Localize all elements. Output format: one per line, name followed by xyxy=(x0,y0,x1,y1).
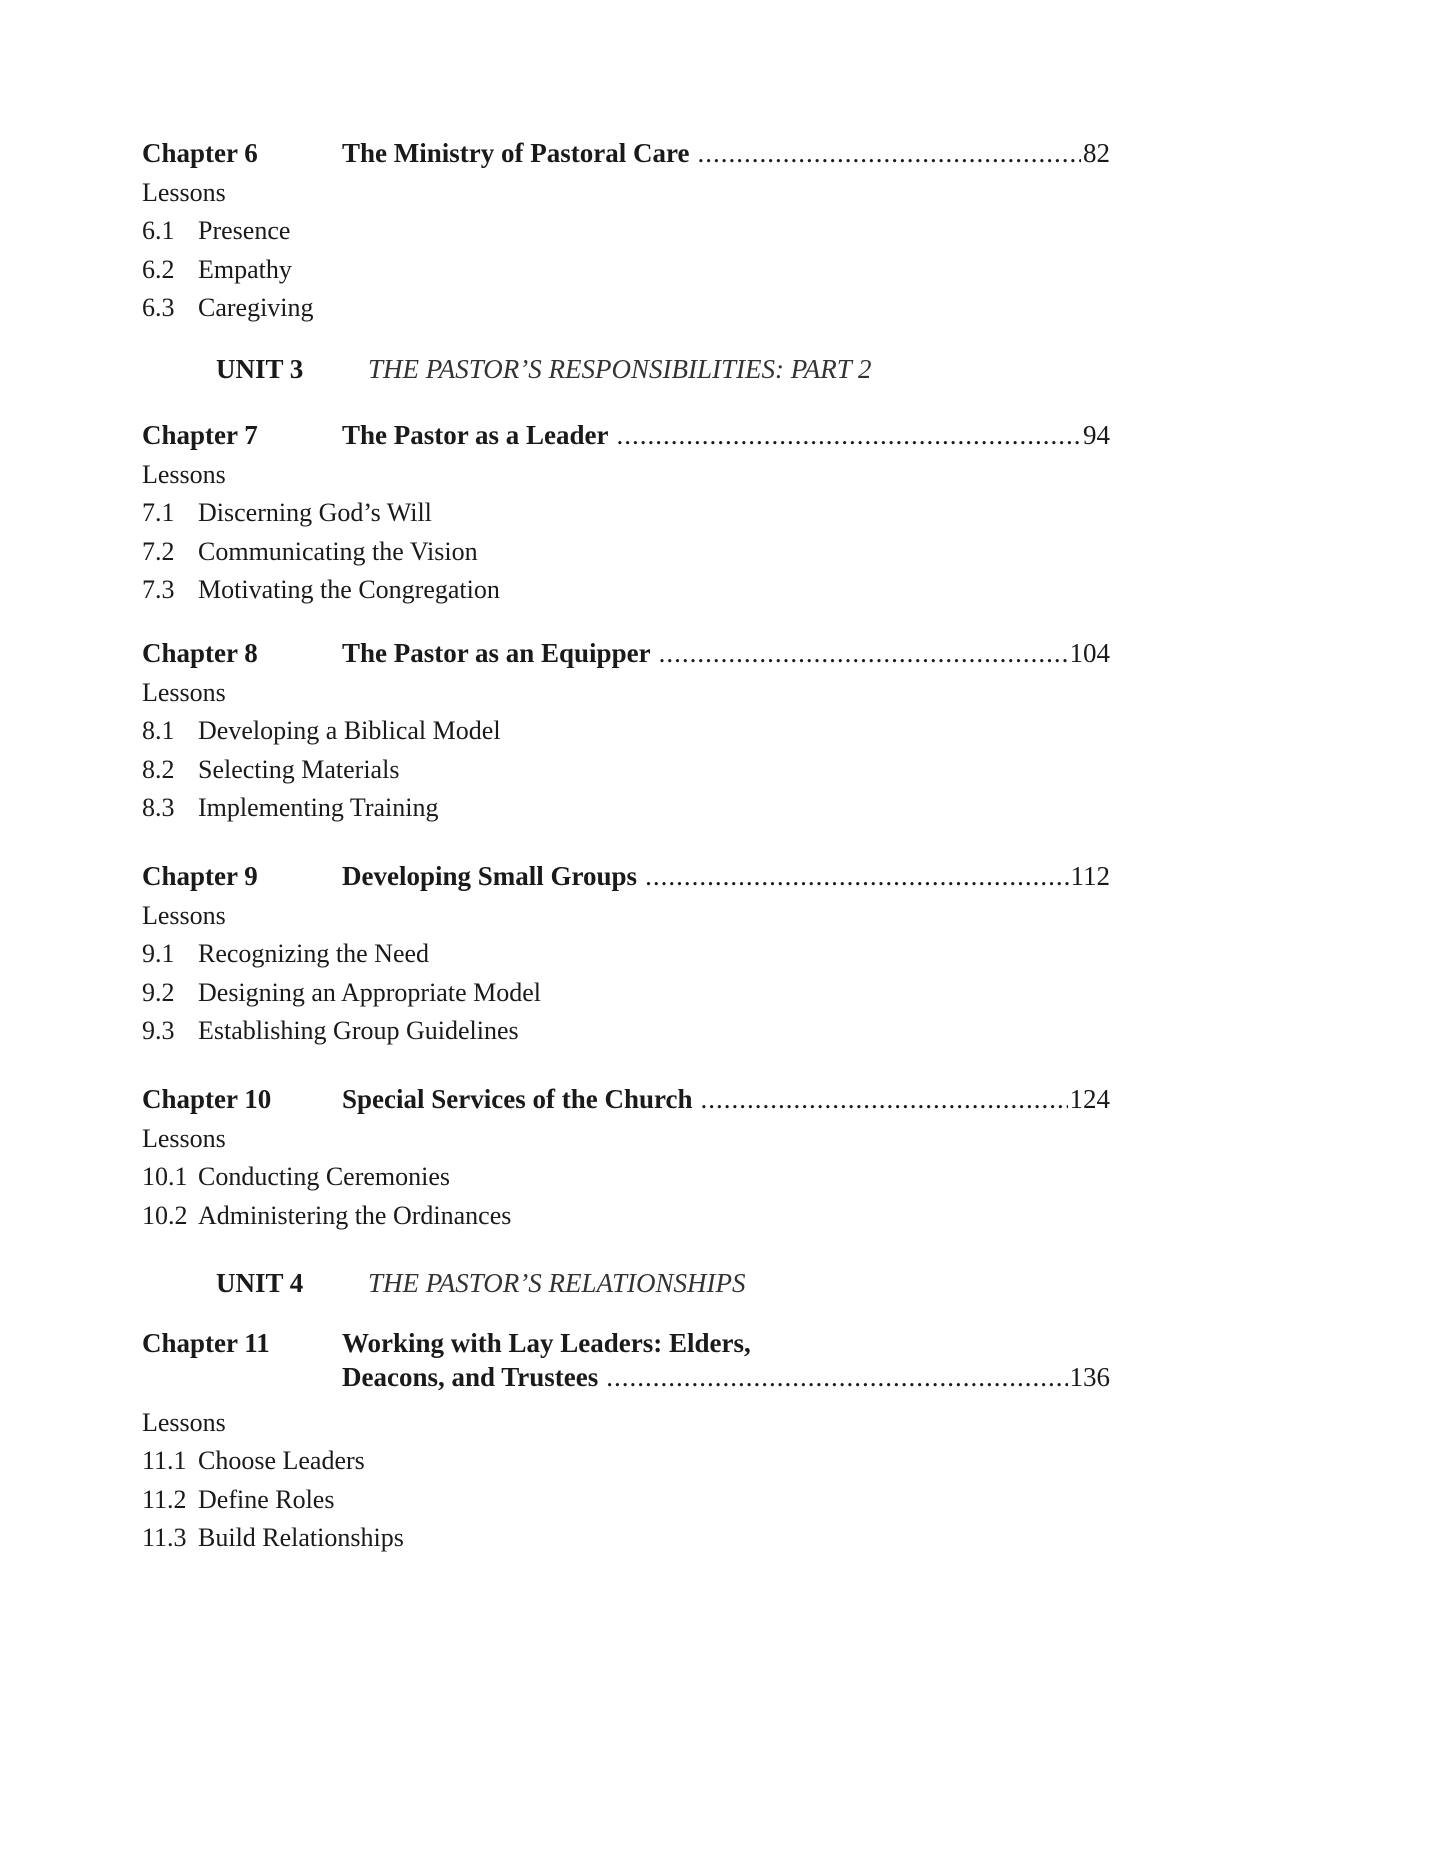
lesson-title: Define Roles xyxy=(198,1484,335,1514)
lesson-number: 6.2 xyxy=(142,254,175,284)
chapter-9-entry xyxy=(142,856,1110,1051)
chapter-heading xyxy=(142,133,1110,173)
lesson-number: 7.2 xyxy=(142,536,175,566)
lesson-title: Implementing Training xyxy=(198,793,439,822)
lesson-title: Selecting Materials xyxy=(198,754,400,784)
lessons-label: Lessons xyxy=(142,1408,226,1437)
chapter-heading xyxy=(142,1079,1110,1119)
chapter-label: Chapter 6 xyxy=(142,138,258,168)
lesson-item xyxy=(142,1197,1110,1236)
lessons-label: Lessons xyxy=(142,460,226,489)
dot-leader xyxy=(697,133,1081,173)
chapter-page-number: 124 xyxy=(1069,1084,1110,1114)
lesson-number: 6.3 xyxy=(142,293,175,322)
lesson-title: Administering the Ordinances xyxy=(198,1200,512,1230)
lesson-title: Choose Leaders xyxy=(198,1446,365,1475)
chapter-page-number: 94 xyxy=(1083,420,1110,450)
lessons-label: Lessons xyxy=(142,178,226,207)
lesson-number: 7.3 xyxy=(142,575,175,604)
lesson-item xyxy=(142,494,1110,533)
lesson-title: Empathy xyxy=(198,254,292,284)
chapter-page-number: 104 xyxy=(1069,638,1110,668)
lesson-item xyxy=(142,1012,1110,1051)
lesson-item xyxy=(142,571,1110,610)
lesson-item xyxy=(142,974,1110,1013)
chapter-title: Special Services of the Church xyxy=(342,1084,693,1114)
lesson-title: Build Relationships xyxy=(198,1523,404,1552)
lessons-label: Lessons xyxy=(142,678,226,707)
lesson-item xyxy=(142,751,1110,790)
lesson-title: Presence xyxy=(198,216,291,245)
lessons-label: Lessons xyxy=(142,901,226,930)
chapter-label: Chapter 8 xyxy=(142,638,258,668)
lesson-number: 9.1 xyxy=(142,939,175,968)
chapter-title: The Pastor as a Leader xyxy=(342,420,609,450)
chapter-title-line-2: Deacons, and Trustees xyxy=(342,1362,599,1392)
lesson-number: 10.1 xyxy=(142,1162,188,1191)
chapter-heading xyxy=(142,1323,1110,1403)
lesson-item xyxy=(142,1519,1110,1558)
chapter-label: Chapter 9 xyxy=(142,861,258,891)
lesson-item xyxy=(142,1442,1110,1481)
chapter-heading xyxy=(142,856,1110,896)
lesson-item xyxy=(142,789,1110,828)
lesson-item xyxy=(142,935,1110,974)
chapter-heading xyxy=(142,633,1110,673)
lesson-title: Motivating the Congregation xyxy=(198,575,500,604)
lesson-number: 8.1 xyxy=(142,716,175,745)
lesson-number: 8.2 xyxy=(142,754,175,784)
lesson-number: 7.1 xyxy=(142,498,175,527)
lesson-item xyxy=(142,533,1110,572)
chapter-title-line-1: Working with Lay Leaders: Elders, xyxy=(342,1328,751,1358)
lesson-title: Recognizing the Need xyxy=(198,939,430,968)
lesson-number: 11.1 xyxy=(142,1446,187,1475)
lesson-item xyxy=(142,1481,1110,1520)
dot-leader xyxy=(616,415,1081,455)
unit-label: UNIT 3 xyxy=(216,354,304,384)
dot-leader xyxy=(645,856,1068,896)
lesson-number: 10.2 xyxy=(142,1200,188,1230)
lesson-number: 6.1 xyxy=(142,216,175,245)
chapter-title: The Ministry of Pastoral Care xyxy=(342,138,690,168)
lesson-title: Conducting Ceremonies xyxy=(198,1162,451,1191)
lesson-number: 11.2 xyxy=(142,1484,187,1514)
unit-title: THE PASTOR’S RELATIONSHIPS xyxy=(368,1268,746,1298)
chapter-7-entry xyxy=(142,415,1110,610)
unit-label: UNIT 4 xyxy=(216,1268,304,1298)
chapter-page-number: 136 xyxy=(1069,1362,1110,1392)
lesson-item xyxy=(142,251,1110,290)
unit-3-heading xyxy=(216,349,1116,389)
chapter-label: Chapter 10 xyxy=(142,1084,272,1114)
lesson-title: Discerning God’s Will xyxy=(198,498,432,527)
dot-leader xyxy=(606,1357,1067,1397)
lesson-number: 11.3 xyxy=(142,1523,187,1552)
chapter-label: Chapter 7 xyxy=(142,420,258,450)
lesson-title: Caregiving xyxy=(198,293,314,322)
lessons-label: Lessons xyxy=(142,1124,226,1153)
chapter-label: Chapter 11 xyxy=(142,1328,270,1358)
chapter-heading xyxy=(142,415,1110,455)
lesson-item xyxy=(142,212,1110,251)
chapter-page-number: 82 xyxy=(1083,138,1110,168)
chapter-8-entry xyxy=(142,633,1110,828)
dot-leader xyxy=(700,1079,1067,1119)
chapter-title: Developing Small Groups xyxy=(342,861,638,891)
lesson-title: Designing an Appropriate Model xyxy=(198,977,541,1007)
chapter-6-entry xyxy=(142,133,1110,328)
lesson-title: Communicating the Vision xyxy=(198,536,478,566)
unit-title: THE PASTOR’S RESPONSIBILITIES: PART 2 xyxy=(368,354,872,384)
lesson-item xyxy=(142,712,1110,751)
lesson-item xyxy=(142,1158,1110,1197)
lesson-item xyxy=(142,289,1110,328)
lesson-number: 9.3 xyxy=(142,1016,175,1045)
dot-leader xyxy=(659,633,1068,673)
lesson-title: Developing a Biblical Model xyxy=(198,716,501,745)
chapter-11-entry xyxy=(142,1323,1110,1558)
lesson-number: 8.3 xyxy=(142,793,175,822)
chapter-10-entry xyxy=(142,1079,1110,1235)
chapter-title: The Pastor as an Equipper xyxy=(342,638,651,668)
unit-4-heading xyxy=(216,1263,1116,1303)
lesson-number: 9.2 xyxy=(142,977,175,1007)
lesson-title: Establishing Group Guidelines xyxy=(198,1016,519,1045)
chapter-page-number: 112 xyxy=(1070,861,1110,891)
